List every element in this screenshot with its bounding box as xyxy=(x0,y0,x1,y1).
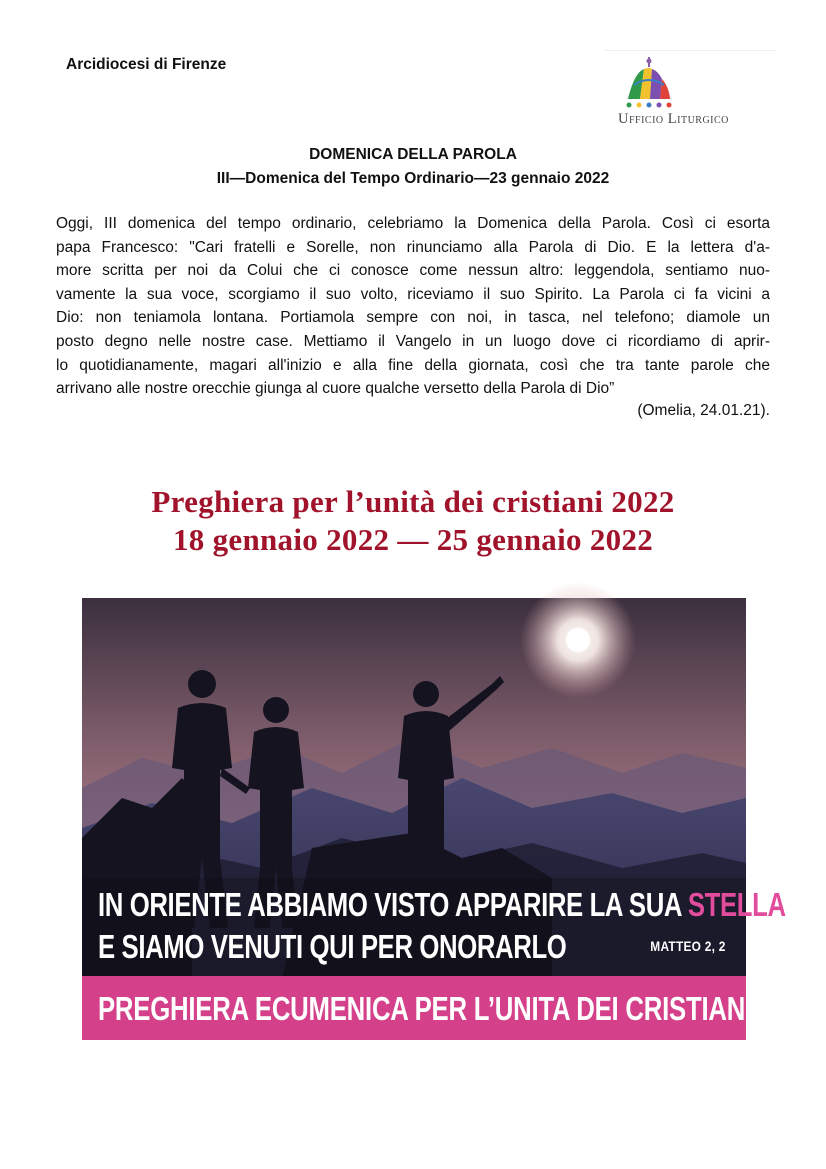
poster-line-2: E SIAMO VENUTI QUI PER ONORARLO xyxy=(98,928,567,965)
body-line: more scritta per noi da Colui che ci conosce come nessun altro: leggendola, sentiamo nuo- xyxy=(56,262,770,280)
poster-banner xyxy=(82,976,752,1040)
body-line: lo quotidianamente, magari all'inizio e alla fine della giornata, così che tra tante parole che xyxy=(56,356,770,374)
poster-verse: MATTEO 2, 2 xyxy=(650,938,726,954)
body-line: vamente la sua voce, scorgiamo il suo volto, riceviamo il suo Spirito. La Parola ci fa vicini a xyxy=(56,285,770,303)
body-line: arrivano alle nostre orecchie giunga al cuore qualche versetto della Parola di Dio” xyxy=(56,380,615,398)
body-line: Dio: non teniamola lontana. Portiamola sempre con noi, in tasca, nel telefono; diamole un xyxy=(56,309,770,327)
body-line: posto degno nelle nostre case. Mettiamo il Vangelo in un luogo dove ci ricordiamo di aprir- xyxy=(56,332,770,350)
poster-highlight-word: STELLA xyxy=(687,886,786,923)
poster-banner-text: PREGHIERA ECUMENICA PER L’UNITA DEI CRISTIANI xyxy=(98,990,752,1027)
diocese-name: Arcidiocesi di Firenze xyxy=(66,56,227,73)
citation: (Omelia, 24.01.21). xyxy=(637,402,770,419)
ufficio-liturgico-logo xyxy=(604,50,776,135)
heading-line-2: III—Domenica del Tempo Ordinario—23 gennaio 2022 xyxy=(216,170,610,187)
poster-line-1-text: IN ORIENTE ABBIAMO VISTO APPARIRE LA SUA xyxy=(98,886,688,923)
logo-text: Ufficio Liturgico xyxy=(618,111,729,127)
body-line: papa Francesco: "Cari fratelli e Sorelle, non rinunciamo alla Parola di Dio. E la lettera d'a- xyxy=(56,238,770,256)
prayer-title-line-2: 18 gennaio 2022 — 25 gennaio 2022 xyxy=(172,522,654,557)
heading-line-1: DOMENICA DELLA PAROLA xyxy=(309,146,517,163)
body-paragraph xyxy=(56,212,770,401)
body-line: Oggi, III domenica del tempo ordinario, celebriamo la Domenica della Parola. Così ci esorta xyxy=(56,215,770,232)
silhouette-scene-illustration xyxy=(82,598,746,1040)
prayer-title-line-1: Preghiera per l’unità dei cristiani 2022 xyxy=(151,484,675,519)
poster-line-1 xyxy=(98,886,786,924)
prayer-poster xyxy=(82,598,786,1040)
